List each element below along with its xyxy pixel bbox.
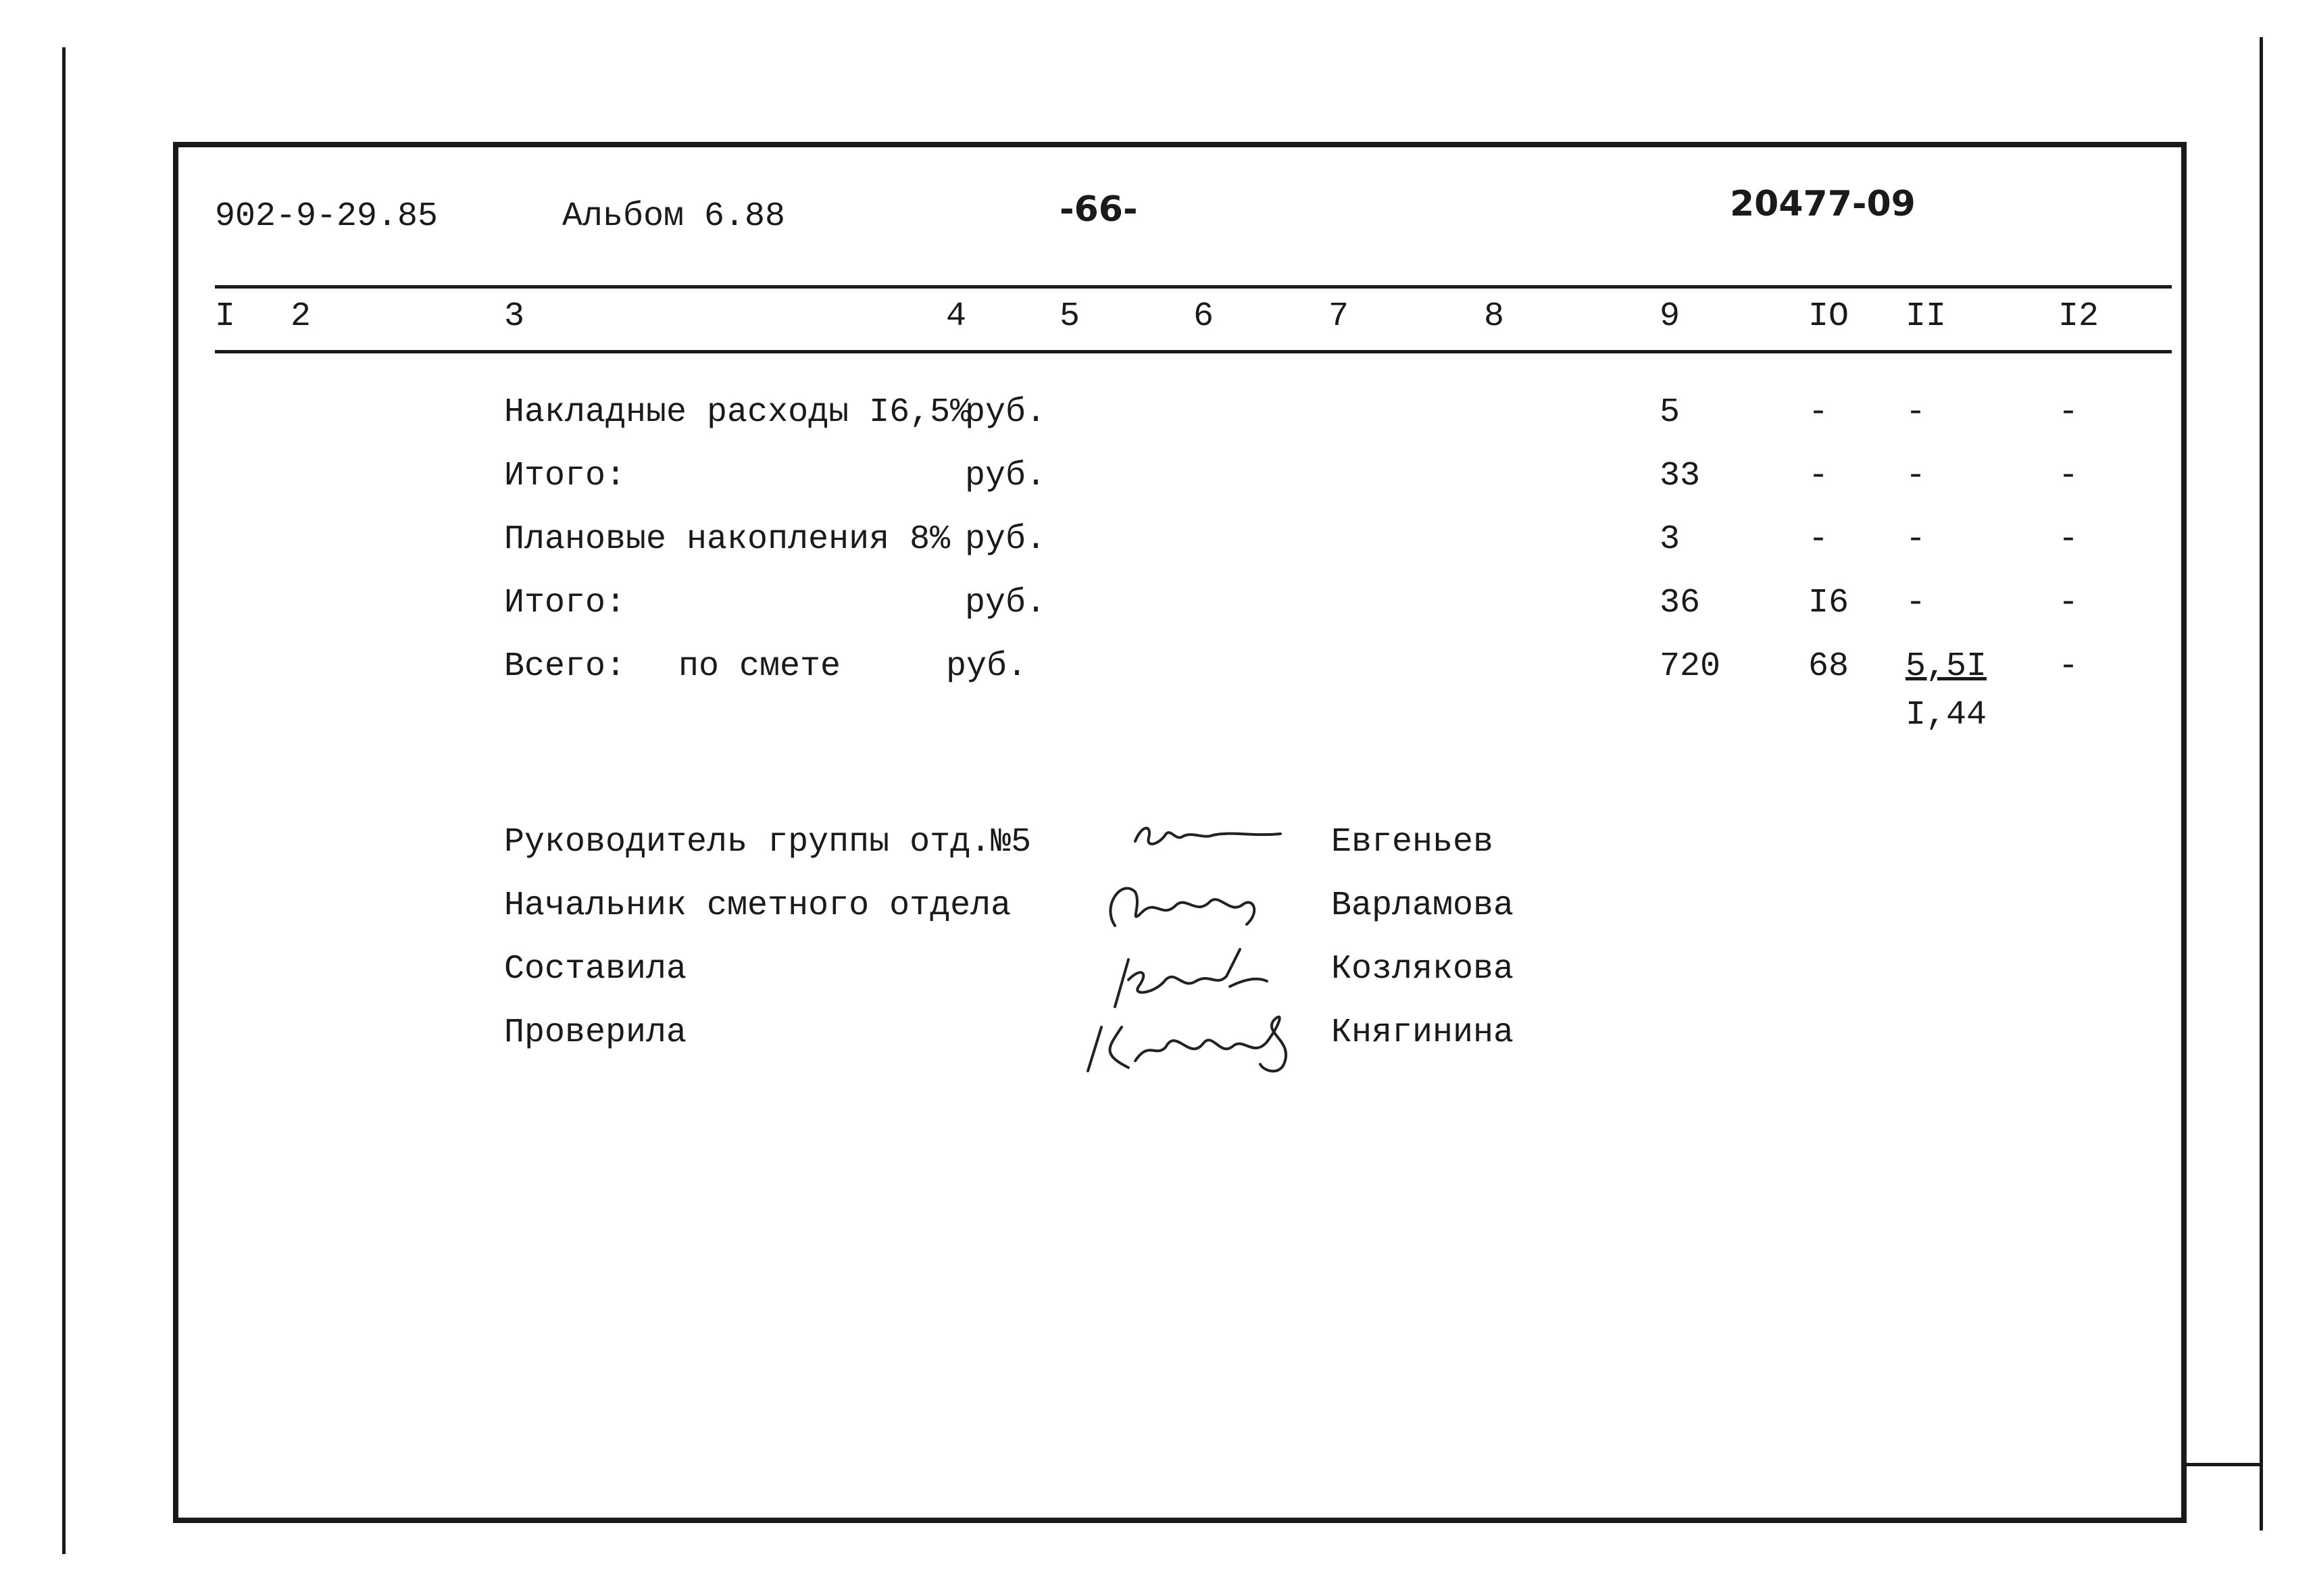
table-row-name: Итого: <box>504 584 626 622</box>
table-row-name: Накладные расходы I6,5% <box>504 393 971 432</box>
signature-name: Варламова <box>1331 887 1514 925</box>
table-cell-col12: - <box>2058 457 2079 495</box>
table-row-name-extra: по смете <box>678 647 841 686</box>
table-row-name: Всего: <box>504 647 626 686</box>
sheet-code: 20477-09 <box>1730 184 1916 224</box>
column-number-2: 2 <box>291 297 312 336</box>
column-number-3: 3 <box>504 297 525 336</box>
column-number-10: IO <box>1808 297 1849 336</box>
table-row-unit: руб. <box>965 457 1047 495</box>
signature-name: Евгеньев <box>1331 823 1494 862</box>
column-number-4: 4 <box>946 297 967 336</box>
column-header-top-rule <box>215 285 2172 289</box>
document-code: 902-9-29.85 <box>215 197 439 236</box>
column-number-6: 6 <box>1193 297 1214 336</box>
right-page-edge <box>2260 37 2263 1530</box>
handwritten-signature <box>1081 1000 1304 1081</box>
table-cell-col9: 36 <box>1660 584 1701 622</box>
table-cell-col10: - <box>1808 457 1829 495</box>
table-cell-col11: 5,5I <box>1906 647 1987 686</box>
table-cell-col9: 3 <box>1660 520 1681 559</box>
signature-role: Проверила <box>504 1014 687 1052</box>
table-cell-col12: - <box>2058 393 2079 432</box>
table-row-unit: руб. <box>965 520 1047 559</box>
table-cell-col9: 720 <box>1660 647 1721 686</box>
table-row-unit: руб. <box>965 393 1047 432</box>
column-number-9: 9 <box>1660 297 1681 336</box>
table-row-unit: руб. <box>946 647 1028 686</box>
table-cell-col9: 5 <box>1660 393 1681 432</box>
table-cell-col12: - <box>2058 647 2079 686</box>
table-cell-col11-below: I,44 <box>1906 696 1987 734</box>
page-number: -66- <box>1060 189 1138 230</box>
table-cell-col9: 33 <box>1660 457 1701 495</box>
column-number-1: I <box>215 297 236 336</box>
table-cell-col10: - <box>1808 520 1829 559</box>
table-cell-col10: I6 <box>1808 584 1849 622</box>
album-label: Альбом 6.88 <box>562 197 786 236</box>
table-cell-col11: - <box>1906 520 1926 559</box>
signature-role: Составила <box>504 950 687 989</box>
table-cell-col10: 68 <box>1808 647 1849 686</box>
table-row-name: Итого: <box>504 457 626 495</box>
right-margin-tick <box>2187 1463 2261 1466</box>
table-cell-col11: - <box>1906 393 1926 432</box>
column-number-12: I2 <box>2058 297 2099 336</box>
column-number-7: 7 <box>1328 297 1349 336</box>
left-page-edge <box>62 47 66 1554</box>
column-header-bottom-rule <box>215 350 2172 353</box>
column-number-11: II <box>1906 297 1947 336</box>
handwritten-signature <box>1128 811 1291 858</box>
table-cell-col11: - <box>1906 457 1926 495</box>
signature-role: Начальник сметного отдела <box>504 887 1012 925</box>
table-cell-col12: - <box>2058 520 2079 559</box>
signature-name: Козлякова <box>1331 950 1514 989</box>
table-cell-col11: - <box>1906 584 1926 622</box>
table-cell-col12: - <box>2058 584 2079 622</box>
column-number-8: 8 <box>1484 297 1505 336</box>
signature-role: Руководитель группы отд.№5 <box>504 823 1032 862</box>
table-row-unit: руб. <box>965 584 1047 622</box>
table-cell-col10: - <box>1808 393 1829 432</box>
table-row-name: Плановые накопления 8% <box>504 520 951 559</box>
column-number-5: 5 <box>1060 297 1080 336</box>
signature-name: Княгинина <box>1331 1014 1514 1052</box>
handwritten-signature <box>1095 865 1277 939</box>
